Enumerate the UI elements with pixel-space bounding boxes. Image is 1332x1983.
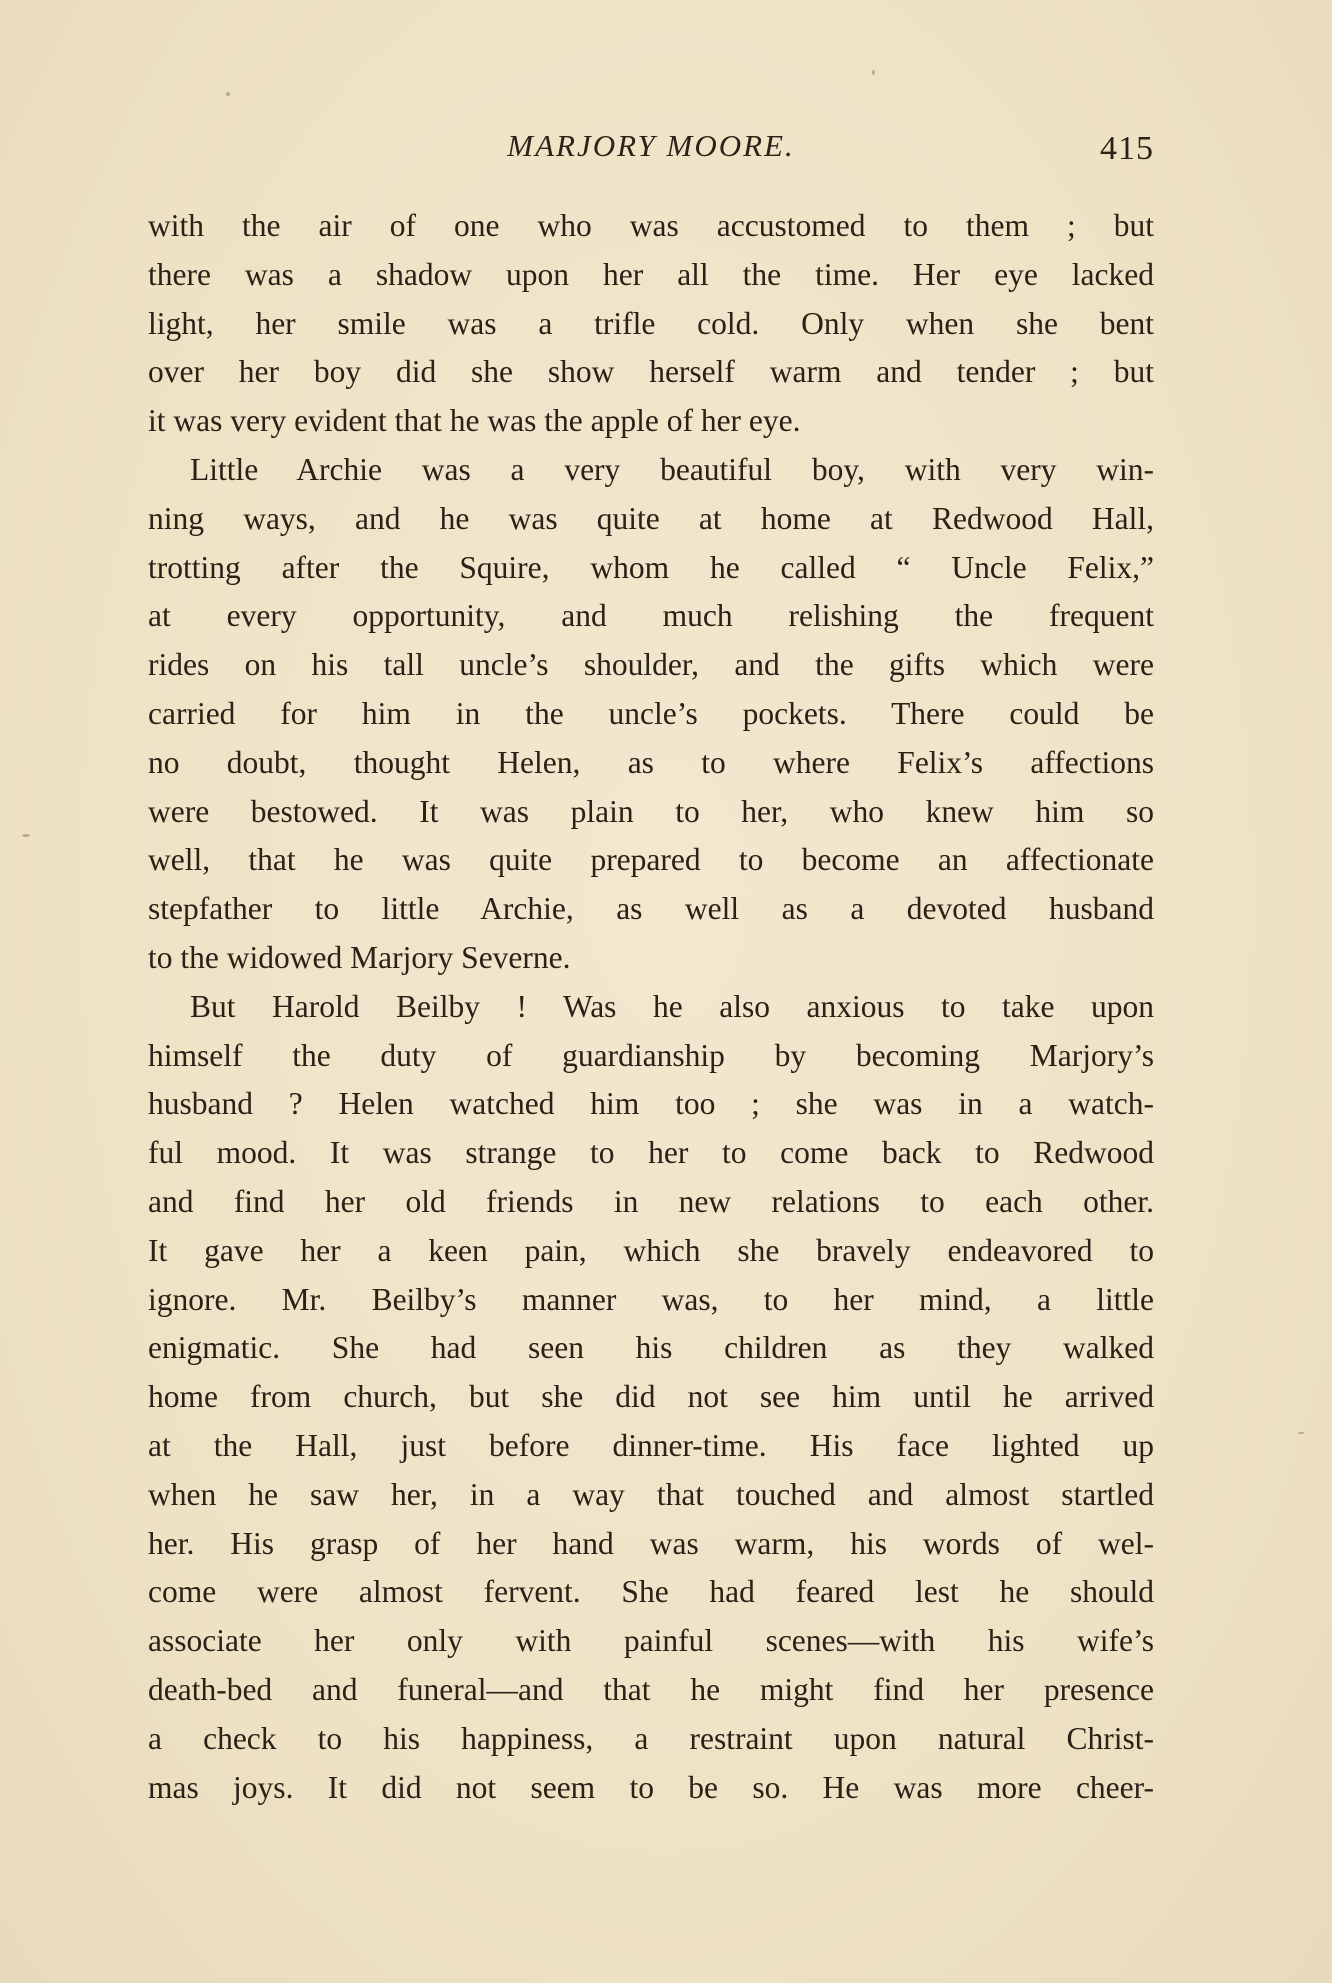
text-line: when he saw her, in a way that touched and almost startled: [148, 1476, 1154, 1512]
text-line: husband ? Helen watched him too ; she was in a watch-: [148, 1086, 1154, 1122]
text-line: rides on his tall uncle’s shoulder, and the gifts which were: [148, 647, 1154, 683]
text-line: It gave her a keen pain, which she bravely endeavored to: [148, 1232, 1154, 1268]
text-line: with the air of one who was accustomed to them ; but: [148, 208, 1154, 243]
text-line: death-bed and funeral—and that he might find her presence: [148, 1671, 1154, 1707]
text-line: home from church, but she did not see him until he arrived: [148, 1379, 1154, 1415]
text-line: enigmatic. She had seen his children as they walked: [148, 1330, 1154, 1366]
page-number: 415: [1100, 130, 1154, 167]
body-text: [148, 202, 1154, 1812]
text-line: and find her old friends in new relations to each other.: [148, 1183, 1154, 1219]
paper-speck: [1298, 1432, 1304, 1434]
text-line: carried for him in the uncle’s pockets. There could be: [148, 695, 1154, 731]
text-line: were bestowed. It was plain to her, who knew him so: [148, 793, 1154, 829]
text-line: himself the duty of guardianship by becoming Marjory’s: [148, 1037, 1154, 1073]
text-line: associate her only with painful scenes—with his wife’s: [148, 1623, 1154, 1659]
text-line: mas joys. It did not seem to be so. He was more cheer-: [148, 1769, 1154, 1805]
text-line: to the widowed Marjory Severne.: [148, 939, 571, 975]
text-line: Little Archie was a very beautiful boy, with very win-: [190, 451, 1154, 487]
text-line: stepfather to little Archie, as well as a devoted husband: [148, 891, 1154, 927]
text-line: at every opportunity, and much relishing the frequent: [148, 598, 1154, 634]
text-line: ignore. Mr. Beilby’s manner was, to her mind, a little: [148, 1281, 1154, 1317]
text-line: light, her smile was a trifle cold. Only when she bent: [148, 305, 1154, 341]
paper-speck: [22, 834, 30, 837]
text-line: no doubt, thought Helen, as to where Felix’s affections: [148, 744, 1154, 780]
paper-speck: [872, 70, 875, 75]
paper-speck: [226, 92, 230, 96]
text-line: But Harold Beilby ! Was he also anxious to take upon: [190, 988, 1154, 1024]
text-line: it was very evident that he was the apple of her eye.: [148, 403, 801, 439]
text-line: at the Hall, just before dinner-time. His face lighted up: [148, 1427, 1154, 1463]
running-title: MARJORY MOORE.: [507, 128, 795, 163]
text-line: ful mood. It was strange to her to come back to Redwood: [148, 1135, 1154, 1171]
text-line: ning ways, and he was quite at home at Redwood Hall,: [148, 500, 1154, 536]
text-line: a check to his happiness, a restraint upon natural Christ-: [148, 1720, 1154, 1756]
text-line: over her boy did she show herself warm and tender ; but: [148, 354, 1154, 390]
text-line: come were almost fervent. She had feared lest he should: [148, 1574, 1154, 1610]
text-line: trotting after the Squire, whom he called “ Uncle Felix,”: [148, 549, 1154, 585]
page-header: [148, 128, 1154, 178]
text-line: there was a shadow upon her all the time. Her eye lacked: [148, 256, 1154, 292]
text-line: her. His grasp of her hand was warm, his words of wel-: [148, 1525, 1154, 1561]
text-line: well, that he was quite prepared to become an affectionate: [148, 842, 1154, 878]
